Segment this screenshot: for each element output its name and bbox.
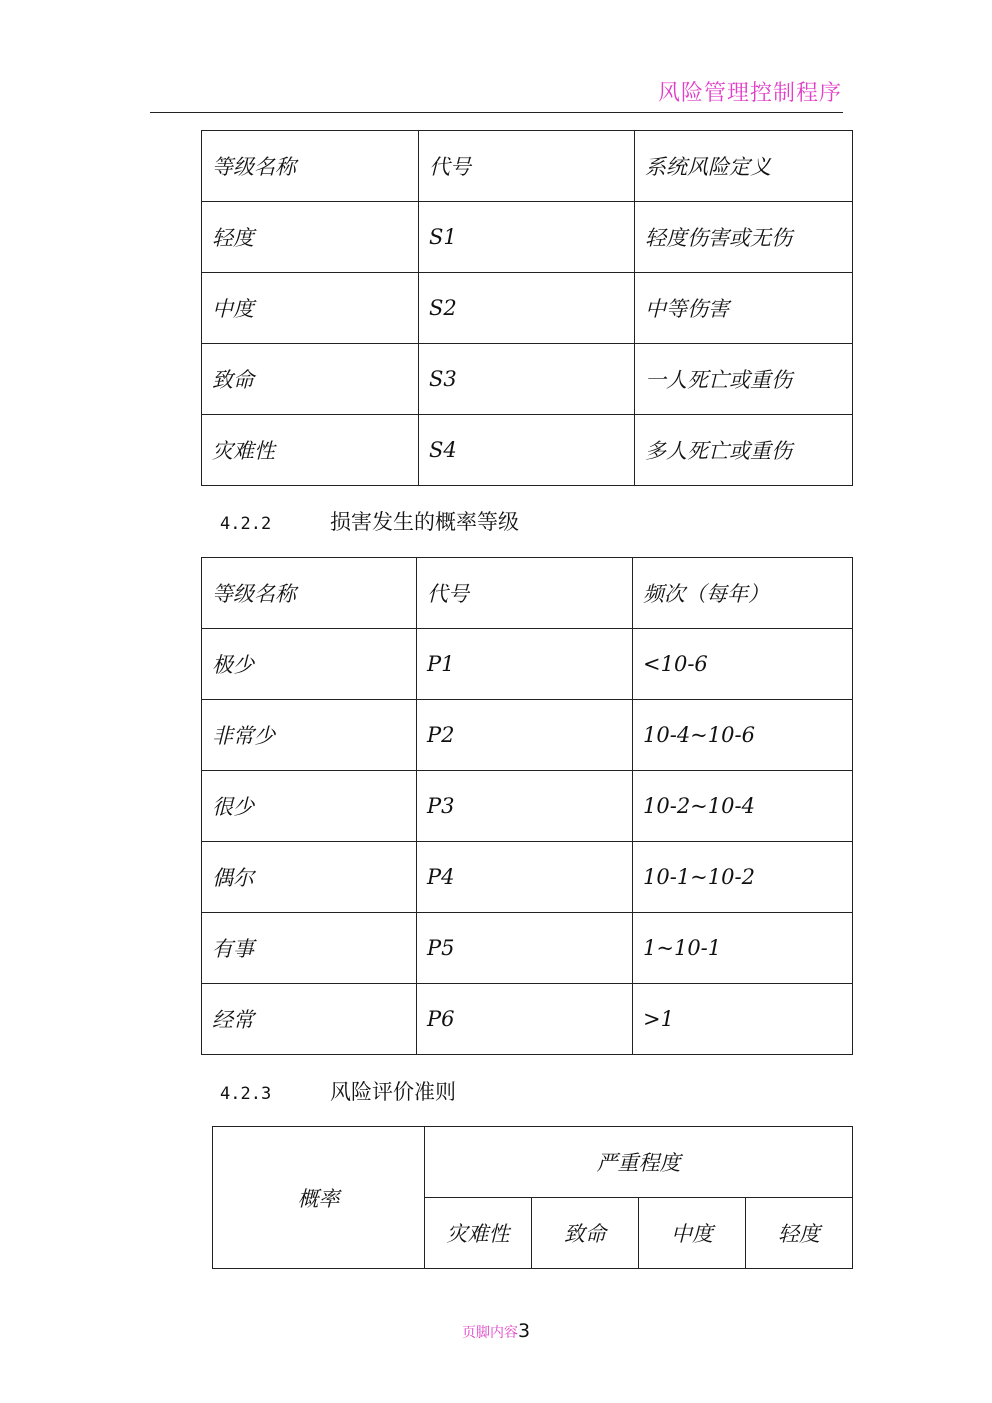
table-cell: 极少: [202, 629, 417, 700]
table-cell: 轻度: [202, 202, 419, 273]
table-row: [202, 344, 853, 415]
table-row: [202, 842, 853, 913]
header-cell: 致命: [532, 1198, 639, 1269]
table-row: [202, 415, 853, 486]
table-cell: P1: [417, 629, 633, 700]
severity-table: [201, 130, 853, 486]
table-cell: 多人死亡或重伤: [635, 415, 853, 486]
table-header-row: [213, 1127, 853, 1198]
section-title: 风险评价准则: [330, 1080, 456, 1104]
table-cell: S1: [419, 202, 635, 273]
header-cell: 轻度: [746, 1198, 853, 1269]
risk-criteria-table: [212, 1126, 853, 1269]
table-row: [202, 700, 853, 771]
header-title: 风险管理控制程序: [657, 81, 842, 106]
header-cell: 等级名称: [202, 558, 417, 629]
probability-table: [201, 557, 853, 1055]
table-row: [202, 273, 853, 344]
table-header-row: [202, 131, 853, 202]
table-cell: P6: [417, 984, 633, 1055]
table-cell: 中度: [202, 273, 419, 344]
header-cell: 代号: [419, 131, 635, 202]
table-row: [202, 984, 853, 1055]
table-cell: S4: [419, 415, 635, 486]
table-cell: 一人死亡或重伤: [635, 344, 853, 415]
severity-group-header-cell: 严重程度: [425, 1127, 853, 1198]
table-cell: 很少: [202, 771, 417, 842]
table-cell: 轻度伤害或无伤: [635, 202, 853, 273]
table-cell: 10-1~10-2: [633, 842, 853, 913]
header-divider: [150, 112, 843, 113]
header-cell: 灾难性: [425, 1198, 532, 1269]
table-cell: S2: [419, 273, 635, 344]
table-cell: <10-6: [633, 629, 853, 700]
header-cell: 系统风险定义: [635, 131, 853, 202]
table-row: [202, 913, 853, 984]
table-row: [202, 771, 853, 842]
section-heading-4-2-2: [220, 506, 519, 536]
table-cell: 10-2~10-4: [633, 771, 853, 842]
table-cell: S3: [419, 344, 635, 415]
table-cell: P4: [417, 842, 633, 913]
header-cell: 代号: [417, 558, 633, 629]
table-cell: 灾难性: [202, 415, 419, 486]
header-cell: 中度: [639, 1198, 746, 1269]
table-row: [202, 629, 853, 700]
probability-header-cell: 概率: [213, 1127, 425, 1269]
table-cell: 有事: [202, 913, 417, 984]
table-cell: P2: [417, 700, 633, 771]
header-cell: 频次（每年）: [633, 558, 853, 629]
table-cell: 中等伤害: [635, 273, 853, 344]
table-cell: 1~10-1: [633, 913, 853, 984]
table-row: [202, 202, 853, 273]
header-cell: 等级名称: [202, 131, 419, 202]
table-cell: 偶尔: [202, 842, 417, 913]
section-number: 4.2.3: [220, 1084, 272, 1104]
table-cell: 致命: [202, 344, 419, 415]
page-number: 3: [517, 1320, 531, 1342]
footer-label: 页脚内容: [461, 1325, 518, 1341]
section-number: 4.2.2: [220, 514, 272, 534]
table-cell: 10-4~10-6: [633, 700, 853, 771]
page-footer: [0, 1320, 992, 1342]
table-cell: 经常: [202, 984, 417, 1055]
table-cell: P3: [417, 771, 633, 842]
section-title: 损害发生的概率等级: [330, 510, 519, 534]
table-header-row: [202, 558, 853, 629]
section-heading-4-2-3: [220, 1076, 456, 1106]
table-cell: P5: [417, 913, 633, 984]
table-cell: >1: [633, 984, 853, 1055]
table-cell: 非常少: [202, 700, 417, 771]
